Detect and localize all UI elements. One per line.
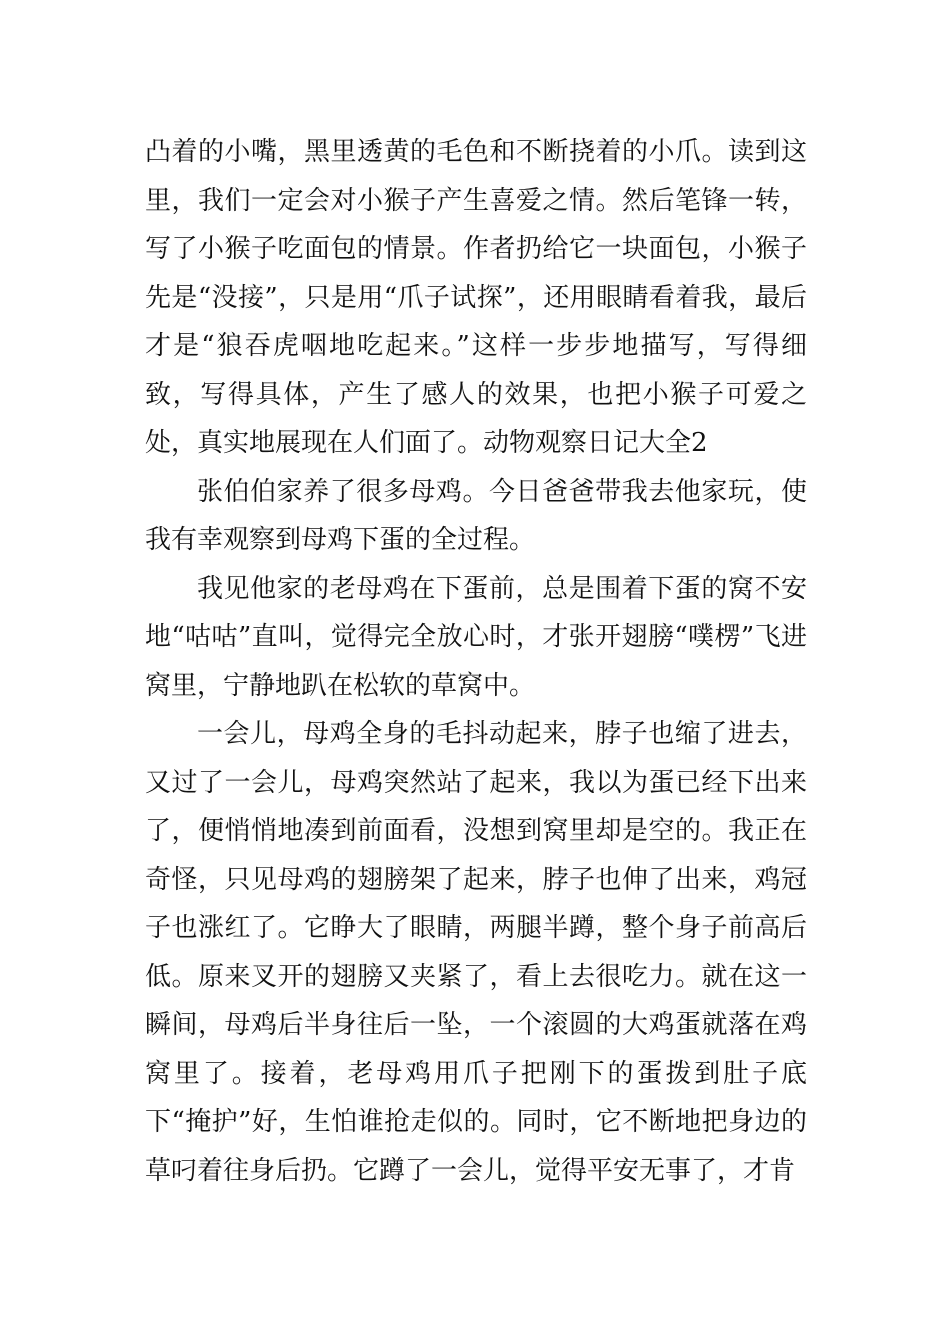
document-body — [145, 128, 807, 1195]
paragraph-2: 张伯伯家养了很多母鸡。今日爸爸带我去他家玩，使我有幸观察到母鸡下蛋的全过程。 — [145, 476, 807, 555]
paragraph-3: 我见他家的老母鸡在下蛋前，总是围着下蛋的窝不安地“咕咕”直叫，觉得完全放心时，才张开翅膀“噗楞”飞进窝里，宁静地趴在松软的草窝中。 — [145, 573, 807, 701]
paragraph-1: 凸着的小嘴，黑里透黄的毛色和不断挠着的小爪。读到这里，我们一定会对小猴子产生喜爱之情。然后笔锋一转，写了小猴子吃面包的情景。作者扔给它一块面包，小猴子先是“没接”，只是用“爪子试探”，还用眼睛看着我，最后才是“狼吞虎咽地吃起来。”这样一步步地描写，写得细致，写得具体，产生了感人的效果，也把小猴子可爱之处，真实地展现在人们面了。动物观察日记大全2 — [145, 137, 807, 458]
paragraph-4: 一会儿，母鸡全身的毛抖动起来，脖子也缩了进去，又过了一会儿，母鸡突然站了起来，我以为蛋已经下出来了，便悄悄地凑到前面看，没想到窝里却是空的。我正在奇怪，只见母鸡的翅膀架了起来，脖子也伸了出来，鸡冠子也涨红了。它睁大了眼睛，两腿半蹲，整个身子前高后低。原来叉开的翅膀又夹紧了，看上去很吃力。就在这一瞬间，母鸡后半身往后一坠，一个滚圆的大鸡蛋就落在鸡窝里了。接着，老母鸡用爪子把刚下的蛋拨到肚子底下“掩护”好，生怕谁抢走似的。同时，它不断地把身边的草叼着往身后扔。它蹲了一会儿，觉得平安无事了，才肯 — [145, 719, 807, 1186]
